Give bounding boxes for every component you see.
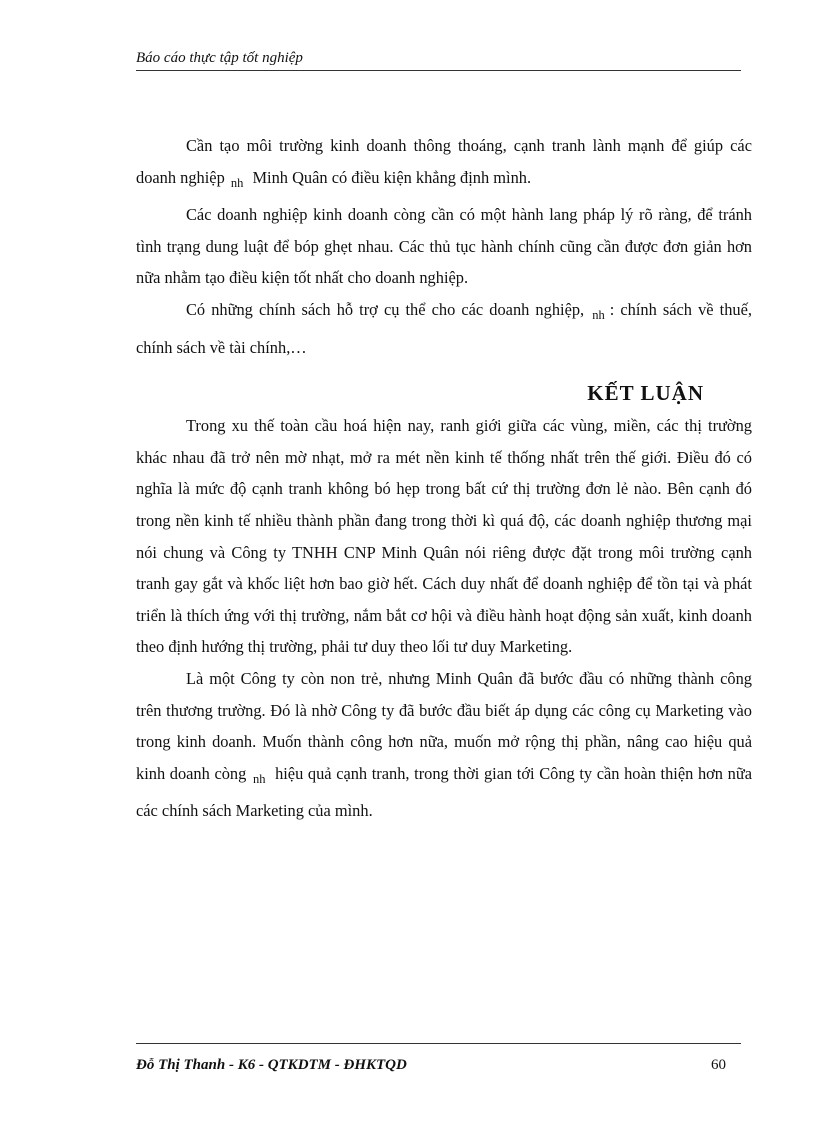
document-body <box>136 130 752 827</box>
paragraph-3 <box>136 294 752 363</box>
paragraph-2: Các doanh nghiệp kinh doanh còng cần có một hành lang pháp lý rõ ràng, để tránh tình trạng dung luật để bóp ghẹt nhau. Các thủ tục hành chính cũng cần được đơn giản hơn nữa nhằm tạo điều kiện tốt nhất cho doanh nghiệp. <box>136 205 752 288</box>
conclusion-paragraph-1: Trong xu thế toàn cầu hoá hiện nay, ranh giới giữa các vùng, miền, các thị trường khác nhau đã trở nên mờ nhạt, mở ra mét nền kinh tế thống nhất trên thế giới. Điều đó có nghĩa là mức độ cạnh tranh không bó hẹp trong bất cứ thị trường đơn lẻ nào. Bên cạnh đó trong nền kinh tế nhiều thành phần đang trong thời kì quá độ, các doanh nghiệp thương mại nói chung và Công ty TNHH CNP Minh Quân nói riêng được đặt trong môi trường cạnh tranh gay gắt và khốc liệt hơn bao giờ hết. Cách duy nhất để doanh nghiệp để tồn tại và phát triển là thích ứng với thị trường, nắm bắt cơ hội và điều hành hoạt động sản xuất, kinh doanh theo định hướng thị trường, phải tư duy theo lối tư duy Marketing. <box>136 416 752 657</box>
conclusion-paragraph-2-text-b: hiệu quả cạnh tranh, trong thời gian tới Công ty cần hoàn thiện hơn nữa các chính sách Marketing của mình. <box>136 763 752 821</box>
paragraph-1-text-b: Minh Quân có điều kiện khẳng định mình. <box>252 167 532 187</box>
footer-divider <box>136 1043 741 1044</box>
conclusion-paragraph-2-subscript: nh <box>252 771 266 786</box>
paragraph-1-text-a: Cần tạo môi trường kinh doanh thông thoáng, cạnh tranh lành mạnh để giúp các doanh nghiệp <box>136 136 752 187</box>
conclusion-paragraph-2-text-a: Là một Công ty còn non trẻ, nhưng Minh Quân đã bước đầu có những thành công trên thương trường. Đó là nhờ Công ty đã bước đầu biết áp dụng các công cụ Marketing vào trong kinh doanh. Muốn thành công hơn nữa, muốn mở rộng thị phần, nâng cao hiệu quả kinh doanh còng <box>136 668 752 783</box>
header-title: Báo cáo thực tập tốt nghiệp <box>136 50 303 66</box>
paragraph-3-text-b: : chính sách về thuế, chính sách về tài chính,… <box>136 299 752 357</box>
conclusion-paragraph-2 <box>136 663 752 827</box>
footer-author: Đỗ Thị Thanh - K6 - QTKDTM - ĐHKTQD <box>136 1057 407 1073</box>
page-header <box>136 50 741 71</box>
conclusion-heading: KẾT LUẬN <box>587 381 704 406</box>
paragraph-1 <box>136 130 752 199</box>
paragraph-3-text-a: Có những chính sách hỗ trợ cụ thể cho các doanh nghiệp, <box>186 299 585 319</box>
paragraph-3-subscript: nh <box>592 307 605 322</box>
page-number: 60 <box>711 1057 726 1073</box>
paragraph-1-subscript: nh <box>230 175 244 190</box>
